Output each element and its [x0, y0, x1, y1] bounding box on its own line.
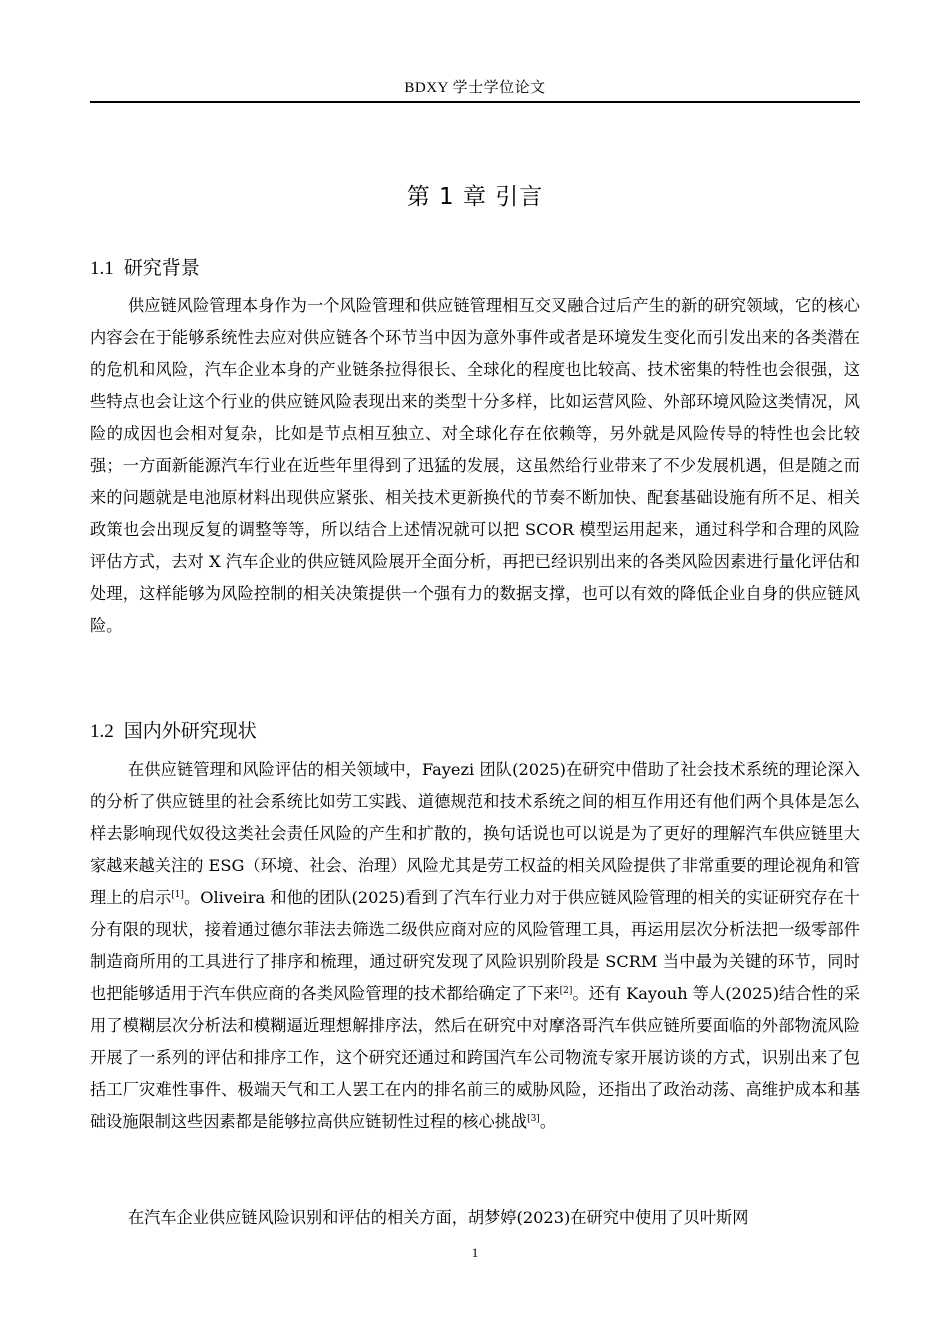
paragraph-text: 在供应链管理和风险评估的相关领域中，Fayezi 团队(2025)在研究中借助了社会技术系统的理论深入的分析了供应链里的社会系统比如劳工实践、道德规范和技术系统之间的相互作用还有他们两个具体是怎么样去影响现代奴役这类社会责任风险的产生和扩散的，换句话说也可以说是为了更好的理解汽车供应链里大家越来越关注的 ESG（环境、社会、治理）风险尤其是劳工权益的相关风险提供了非常重要的理论视角和管理上的启示: [90, 760, 860, 907]
paragraph-literature-review: [90, 754, 860, 1138]
paragraph-text: 。Oliveira 和他的团队(2025)看到了汽车行业力对于供应链风险管理的相关的实证研究存在十分有限的现状，接着通过德尔菲法去筛选二级供应商对应的风险管理工具，再运用层次分析法把一级零部件制造商所用的工具进行了排序和梳理，通过研究发现了风险识别阶段是 SCRM 当中最为关键的环节，同时也把能够适用于汽车供应商的各类风险管理的技术都给确定了下来: [90, 888, 860, 1003]
chapter-title: 第 1 章 引言: [406, 184, 544, 210]
paragraph-risk-identification: 在汽车企业供应链风险识别和评估的相关方面，胡梦婷(2023)在研究中使用了贝叶斯网: [128, 1208, 749, 1227]
running-header: BDXY 学士学位论文: [404, 80, 546, 96]
section-number: 1.1: [90, 258, 114, 279]
paragraph-text: 。还有 Kayouh 等人(2025)结合性的采用了模糊层次分析法和模糊逼近理想解排序法，然后在研究中对摩洛哥汽车供应链所要面临的外部物流风险开展了一系列的评估和排序工作，这个研究还通过和跨国汽车公司物流专家开展访谈的方式，识别出来了包括工厂灾难性事件、极端天气和工人罢工在内的排名前三的威胁风险，还指出了政治动荡、高维护成本和基础设施限制这些因素都是能够拉高供应链韧性过程的核心挑战: [90, 984, 861, 1131]
citation-ref: [2]: [559, 986, 573, 996]
paragraph-background: 供应链风险管理本身作为一个风险管理和供应链管理相互交叉融合过后产生的新的研究领域，它的核心内容会在于能够系统性去应对供应链各个环节当中因为意外事件或者是环境发生变化而引发出来的各类潜在的危机和风险，汽车企业本身的产业链条拉得很长、全球化的程度也比较高、技术密集的特性也会很强，这些特点也会让这个行业的供应链风险表现出来的类型十分多样，比如运营风险、外部环境风险这类情况，风险的成因也会相对复杂，比如是节点相互独立、对全球化存在依赖等，另外就是风险传导的特性也会比较强；一方面新能源汽车行业在近些年里得到了迅猛的发展，这虽然给行业带来了不少发展机遇，但是随之而来的问题就是电池原材料出现供应紧张、相关技术更新换代的节奏不断加快、配套基础设施有所不足、相关政策也会出现反复的调整等等，所以结合上述情况就可以把 SCOR 模型运用起来，通过科学和合理的风险评估方式，去对 X 汽车企业的供应链风险展开全面分析，再把已经识别出来的各类风险因素进行量化评估和处理，这样能够为风险控制的相关决策提供一个强有力的数据支撑，也可以有效的降低企业自身的供应链风险。: [90, 296, 860, 635]
paragraph-text: 。: [539, 1112, 556, 1131]
citation-ref: [3]: [527, 1114, 540, 1124]
section-title: 国内外研究现状: [123, 720, 257, 742]
page-number: 1: [471, 1245, 479, 1260]
section-title: 研究背景: [123, 257, 200, 279]
section-number: 1.2: [90, 721, 114, 742]
section-heading-1-2: [90, 716, 257, 743]
citation-ref: [1]: [171, 890, 184, 900]
header-rule: [90, 101, 860, 103]
section-heading-1-1: [90, 253, 200, 280]
